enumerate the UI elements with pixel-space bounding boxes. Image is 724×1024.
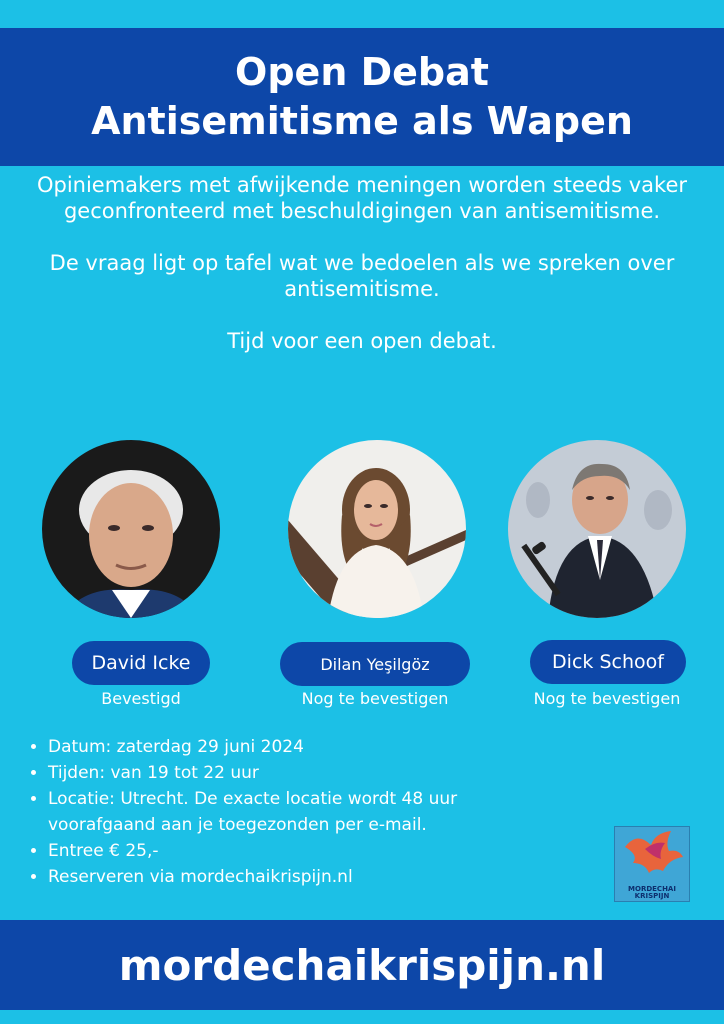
title-banner xyxy=(0,28,724,166)
detail-entry-fee: • Entree € 25,- xyxy=(48,838,548,864)
speaker-photo-dick-schoof xyxy=(508,440,686,618)
speaker-name-dick-schoof xyxy=(530,640,686,684)
detail-times: • Tijden: van 19 tot 22 uur xyxy=(48,760,548,786)
intro-paragraph-2: De vraag ligt op tafel wat we bedoelen als we spreken over antisemitisme. xyxy=(49,251,675,301)
mordechai-krispijn-logo xyxy=(614,826,690,902)
intro-paragraph-1: Opiniemakers met afwijkende meningen worden steeds vaker geconfronteerd met beschuldigingen van antisemitisme. xyxy=(36,173,688,223)
title-line-1: Open Debat xyxy=(235,50,489,94)
speaker-name-label: Dilan Yeşilgöz xyxy=(320,654,430,674)
intro-paragraph-3: Tijd voor een open debat. xyxy=(227,329,497,353)
detail-date: • Datum: zaterdag 29 juni 2024 xyxy=(48,734,548,760)
logo-text-line-2: KRISPIJN xyxy=(634,892,670,900)
speaker-status-dilan-yesilgoz: Nog te bevestigen xyxy=(301,689,449,708)
speaker-name-label: David Icke xyxy=(91,652,191,674)
detail-location: • Locatie: Utrecht. De exacte locatie wordt 48 uur voorafgaand aan je toegezonden per e-mail. xyxy=(48,786,548,838)
phoenix-icon xyxy=(615,827,689,883)
speaker-photo-david-icke xyxy=(42,440,220,618)
speaker-name-label: Dick Schoof xyxy=(552,651,664,673)
intro-text xyxy=(20,172,704,354)
speaker-name-david-icke xyxy=(72,641,210,685)
speaker-name-dilan-yesilgoz xyxy=(280,642,470,686)
title-line-2: Antisemitisme als Wapen xyxy=(91,99,633,143)
speaker-status-dick-schoof: Nog te bevestigen xyxy=(533,689,681,708)
logo-text-line-1: MORDECHAI xyxy=(628,885,676,893)
footer-banner xyxy=(0,920,724,1010)
footer-url[interactable]: mordechaikrispijn.nl xyxy=(118,940,606,990)
speaker-status-david-icke: Bevestigd xyxy=(101,689,181,708)
speaker-photo-dilan-yesilgoz xyxy=(288,440,466,618)
detail-reservation: • Reserveren via mordechaikrispijn.nl xyxy=(48,864,548,890)
event-details xyxy=(28,734,548,890)
